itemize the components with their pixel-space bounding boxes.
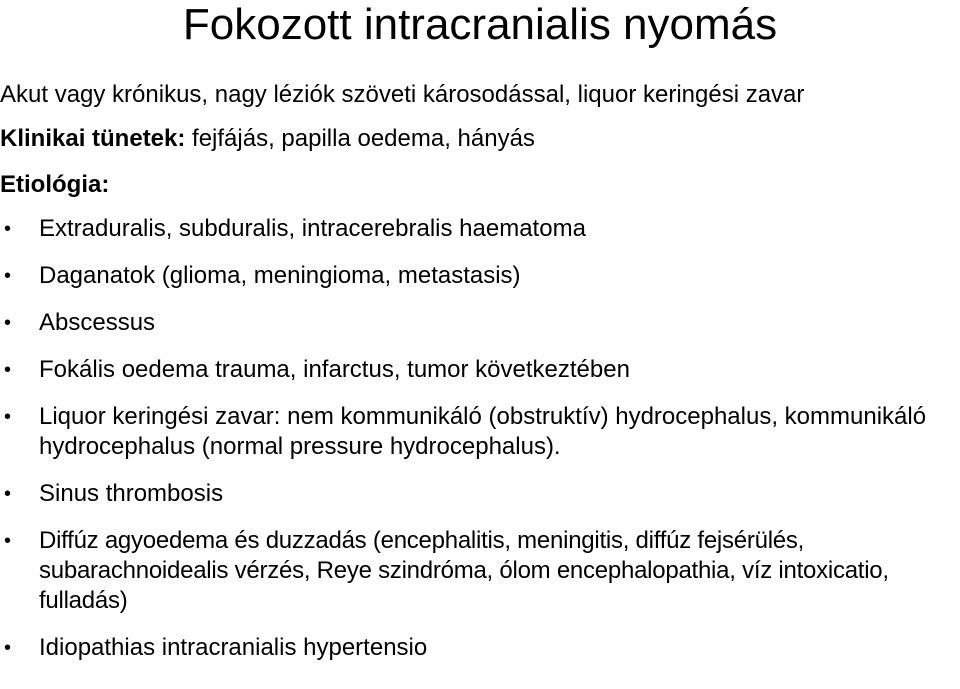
list-item xyxy=(0,633,960,663)
bullet-icon: • xyxy=(4,218,12,240)
etiology-heading xyxy=(0,170,109,200)
list-item-text: Daganatok (glioma, meningioma, metastasis) xyxy=(39,262,521,289)
bullet-icon: • xyxy=(4,312,12,334)
etiology-label: Etiológia: xyxy=(0,171,110,198)
bullet-icon: • xyxy=(4,406,12,428)
slide-title: Fokozott intracranialis nyomás xyxy=(182,0,778,49)
list-item-text: Idiopathias intracranialis hypertensio xyxy=(39,634,428,661)
bullet-icon: • xyxy=(4,359,12,381)
list-item-text: Fokális oedema trauma, infarctus, tumor következtében xyxy=(39,356,630,383)
intro-text: Akut vagy krónikus, nagy léziók szöveti károsodással, liquor keringési zavar xyxy=(0,81,805,108)
bullet-icon: • xyxy=(4,530,12,552)
list-item-text: Abscessus xyxy=(39,309,156,336)
clinical-symptoms-text: fejfájás, papilla oedema, hányás xyxy=(185,125,535,152)
list-item xyxy=(0,261,960,291)
list-item xyxy=(0,526,960,616)
list-item xyxy=(0,308,960,338)
list-item-text: Sinus thrombosis xyxy=(39,480,224,507)
list-item xyxy=(0,214,960,244)
list-item-text: Extraduralis, subduralis, intracerebralis haematoma xyxy=(39,215,586,242)
list-item xyxy=(0,355,960,385)
list-item xyxy=(0,479,960,509)
list-item-text: Liquor keringési zavar: nem kommunikáló (obstruktív) hydrocephalus, kommunikáló hydrocephalus (normal pressure hydrocephalus). xyxy=(39,403,927,460)
etiology-list xyxy=(0,214,960,680)
clinical-symptoms-line xyxy=(0,124,535,154)
bullet-icon: • xyxy=(4,483,12,505)
bullet-icon: • xyxy=(4,265,12,287)
list-item-text: Diffúz agyoedema és duzzadás (encephalitis, meningitis, diffúz fejsérülés, subarachnoidealis vérzés, Reye szindróma, ólom encephalopathia, víz intoxicatio, fulladás) xyxy=(39,527,889,614)
bullet-icon: • xyxy=(4,637,12,659)
clinical-symptoms-label: Klinikai tünetek: xyxy=(0,125,186,152)
list-item xyxy=(0,402,960,462)
